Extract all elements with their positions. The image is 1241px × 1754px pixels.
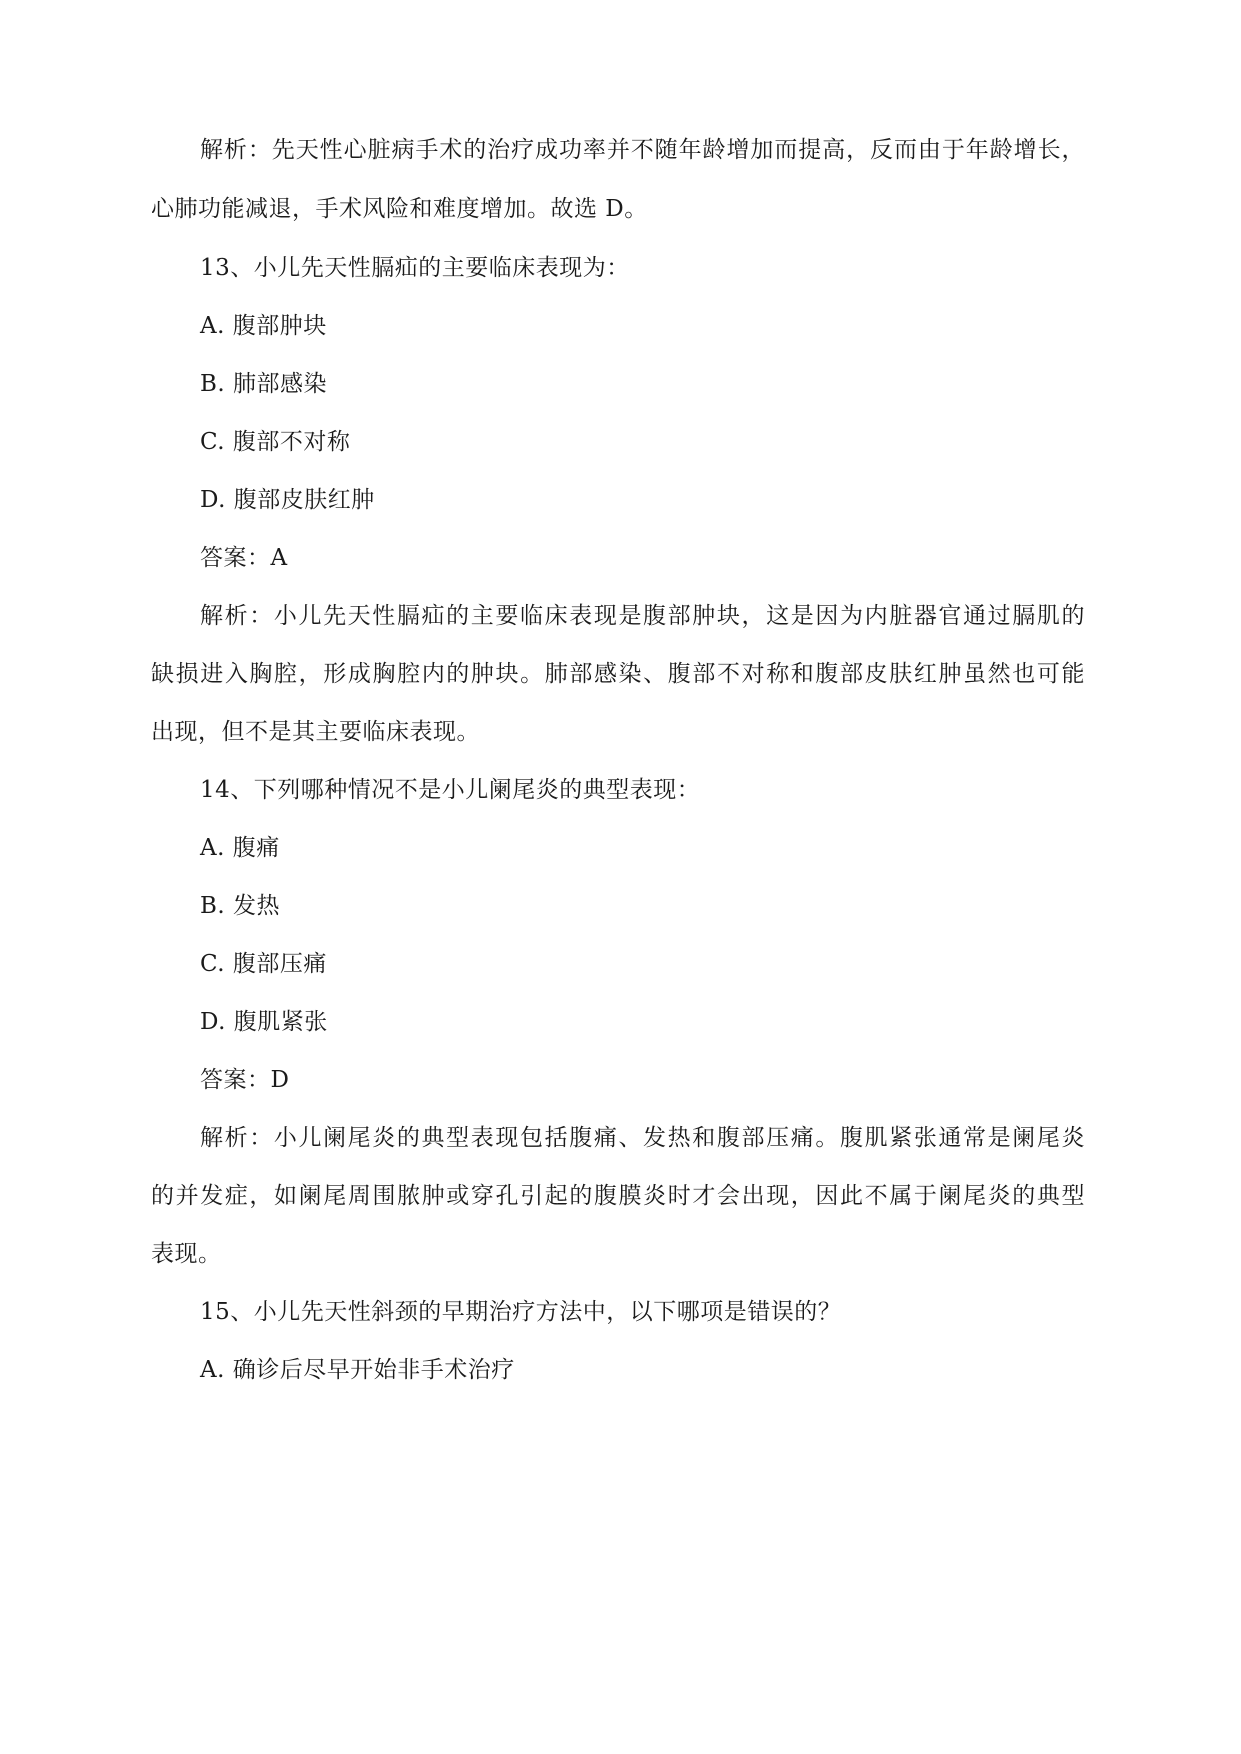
q14-option-a: A. 腹痛 bbox=[200, 835, 280, 861]
q14-analysis-line-3: 表现。 bbox=[151, 1241, 222, 1267]
q14-analysis-line-2: 的并发症，如阑尾周围脓肿或穿孔引起的腹膜炎时才会出现，因此不属于阑尾炎的典型 bbox=[151, 1183, 1085, 1209]
q13-question: 13、小儿先天性膈疝的主要临床表现为： bbox=[200, 255, 630, 281]
q13-analysis-line-2: 缺损进入胸腔，形成胸腔内的肿块。肺部感染、腹部不对称和腹部皮肤红肿虽然也可能 bbox=[151, 661, 1085, 687]
q13-option-c: C. 腹部不对称 bbox=[200, 429, 351, 455]
q14-question: 14、下列哪种情况不是小儿阑尾炎的典型表现： bbox=[200, 777, 701, 803]
q13-answer: 答案：A bbox=[200, 545, 288, 571]
q14-answer: 答案：D bbox=[200, 1067, 290, 1093]
q12-analysis-line-1: 解析：先天性心脏病手术的治疗成功率并不随年龄增加而提高，反而由于年龄增长， bbox=[200, 137, 1085, 163]
q13-analysis-line-3: 出现，但不是其主要临床表现。 bbox=[151, 719, 480, 745]
q13-option-a: A. 腹部肿块 bbox=[200, 313, 327, 339]
q13-option-d: D. 腹部皮肤红肿 bbox=[200, 487, 375, 513]
q14-analysis-line-1: 解析：小儿阑尾炎的典型表现包括腹痛、发热和腹部压痛。腹肌紧张通常是阑尾炎 bbox=[200, 1125, 1085, 1151]
q15-option-a: A. 确诊后尽早开始非手术治疗 bbox=[200, 1357, 515, 1383]
q13-option-b: B. 肺部感染 bbox=[200, 371, 328, 397]
q15-question: 15、小儿先天性斜颈的早期治疗方法中，以下哪项是错误的？ bbox=[200, 1299, 842, 1325]
q14-option-c: C. 腹部压痛 bbox=[200, 951, 327, 977]
q14-option-b: B. 发热 bbox=[200, 893, 281, 919]
q13-analysis-line-1: 解析：小儿先天性膈疝的主要临床表现是腹部肿块，这是因为内脏器官通过膈肌的 bbox=[200, 603, 1085, 629]
q12-analysis-line-2: 心肺功能减退，手术风险和难度增加。故选 D。 bbox=[151, 196, 648, 222]
q14-option-d: D. 腹肌紧张 bbox=[200, 1009, 328, 1035]
